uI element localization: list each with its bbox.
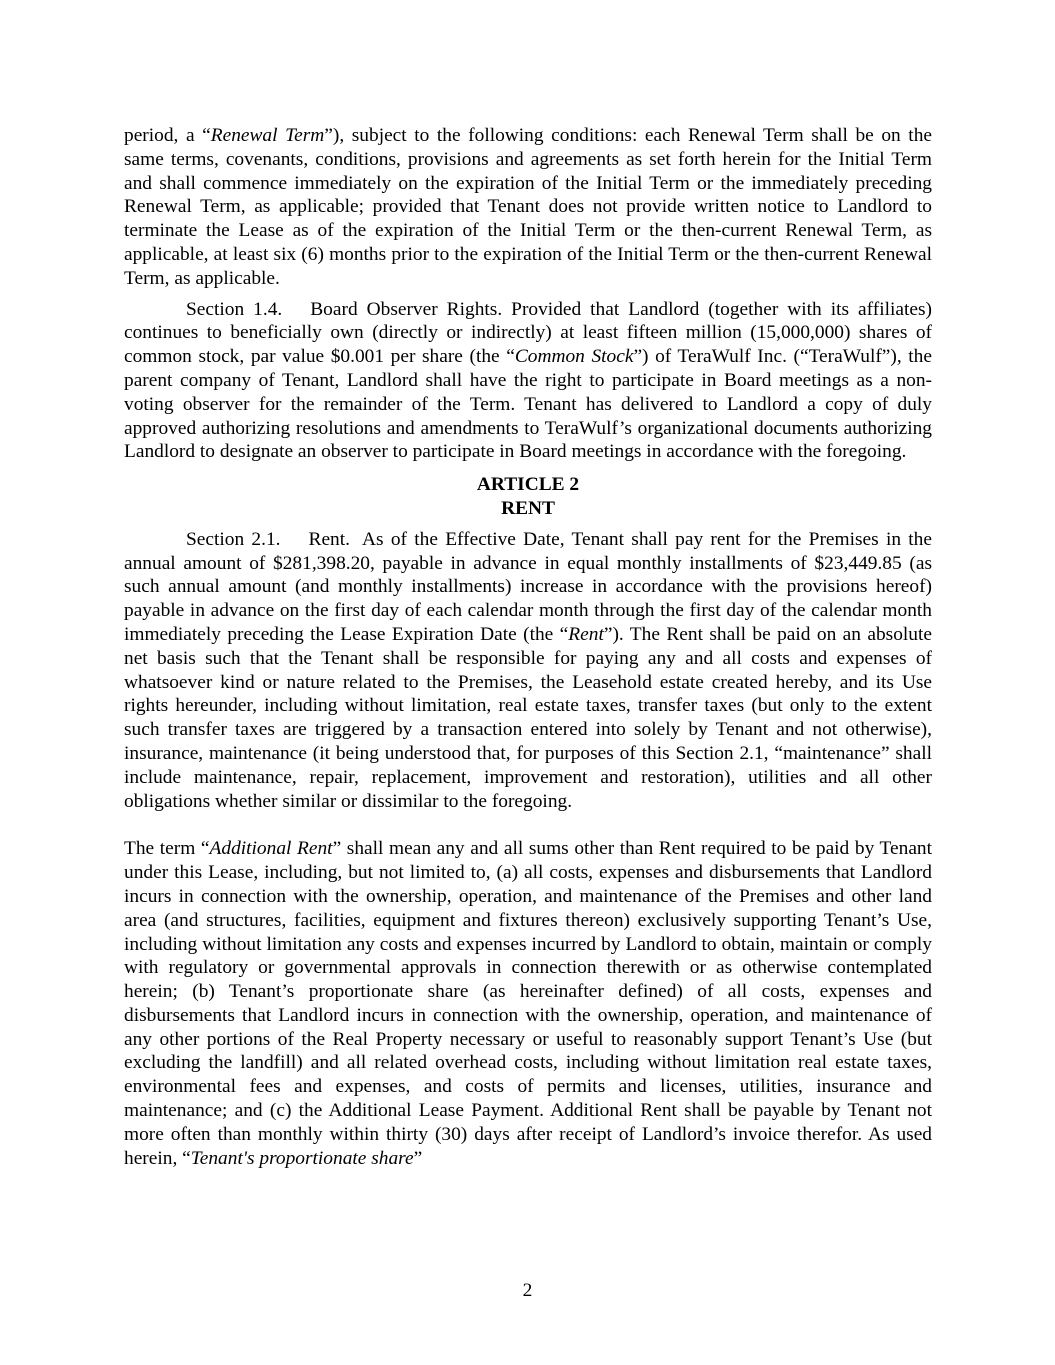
additional-rent-paragraph bbox=[124, 837, 932, 1170]
section-number: Section 1.4. bbox=[186, 298, 283, 320]
section-title: Board Observer Rights. bbox=[310, 298, 503, 320]
text-run: ”), subject to the following conditions: each Renewal Term shall be on the same terms, covenants, conditions, provisions and agreements as set forth herein for the Initial Term and shall commence immediately on the expiration of the Initial Term or the immediately preceding Renewal Term, as applicable; provided that Tenant does not provide written notice to Landlord to terminate the Lease as of the expiration of the Initial Term or the then-current Renewal Term, as applicable, at least six (6) months prior to the expiration of the Initial Term or the then-current Renewal Term, as applicable. bbox=[124, 125, 932, 289]
text-run: ”) of TeraWulf Inc. (“TeraWulf”), the parent company of Tenant, Landlord shall have the right to participate in Board meetings as a non-voting observer for the remainder of the Term. Tenant has delivered to Landlord a copy of duly approved authorizing resolutions and amendments to TeraWulf’s organizational documents authorizing Landlord to designate an observer to participate in Board meetings in accordance with the foregoing. bbox=[124, 346, 932, 463]
defined-term: Additional Rent bbox=[209, 838, 333, 860]
section-2-1-paragraph bbox=[124, 528, 932, 814]
section-title: Rent. bbox=[308, 528, 350, 550]
text-run: ” bbox=[413, 1147, 423, 1169]
defined-term: Rent bbox=[568, 623, 604, 645]
text-run: ”). The Rent shall be paid on an absolute net basis such that the Tenant shall be responsible for paying any and all costs and expenses of whatsoever kind or nature related to the Premises, the Leasehold estate created hereby, and its Use rights hereunder, including without limitation, real estate taxes, transfer taxes (but only to the extent such transfer taxes are triggered by a transaction entered into solely by Tenant and not otherwise), insurance, maintenance (it being understood that, for purposes of this Section 2.1, “maintenance” shall include maintenance, repair, replacement, improvement and restoration), utilities and all other obligations whether similar or dissimilar to the foregoing. bbox=[124, 623, 933, 812]
defined-term: Common Stock bbox=[514, 346, 634, 368]
article-heading bbox=[124, 473, 932, 521]
defined-term: Tenant's proportionate share bbox=[190, 1147, 414, 1169]
article-number: ARTICLE 2 bbox=[476, 474, 580, 496]
text-run: The term “ bbox=[124, 838, 210, 860]
text-run: ” shall mean any and all sums other than Rent required to be paid by Tenant under this Lease, including, but not limited to, (a) all costs, expenses and disbursements that Landlord incurs in connection with the ownership, operation, and maintenance of the Premises and other land area (and structures, facilities, equipment and fixtures thereon) exclusively supporting Tenant’s Use, including without limitation any costs and expenses incurred by Landlord to obtain, maintain or comply with regulatory or governmental approvals in connection therewith or as otherwise contemplated herein; (b) Tenant’s proportionate share (as hereinafter defined) of all costs, expenses and disbursements that Landlord incurs in connection with the ownership, operation, and maintenance of any other portions of the Real Property necessary or useful to reasonably support Tenant’s Use (but excluding the landfill) and all related overhead costs, including without limitation real estate taxes, environmental fees and expenses, and costs of permits and licenses, utilities, insurance and maintenance; and (c) the Additional Lease Payment. Additional Rent shall be payable by Tenant not more often than monthly within thirty (30) days after receipt of Landlord’s invoice therefor. As used herein, “ bbox=[124, 838, 933, 1169]
section-1-4-paragraph bbox=[124, 298, 932, 465]
text-run: Provided that Landlord (together with its affiliates) continues to beneficially own (directly or indirectly) at least fifteen million (15,000,000) shares of common stock, par value $0.001 per share (the “ bbox=[124, 298, 932, 368]
article-title: RENT bbox=[501, 497, 555, 519]
text-run: period, a “ bbox=[124, 125, 211, 146]
section-number: Section 2.1. bbox=[186, 528, 281, 550]
renewal-term-paragraph bbox=[124, 124, 932, 291]
text-run: As of the Effective Date, Tenant shall pay rent for the Premises in the annual amount of $281,398.20, payable in advance in equal monthly installments of $23,449.85 (as such annual amount (and monthly installments) increase in accordance with the provisions hereof) payable in advance on the first day of each calendar month through the first day of the calendar month immediately preceding the Lease Expiration Date (the “ bbox=[124, 528, 932, 645]
page-number: 2 bbox=[522, 1280, 533, 1301]
document-page bbox=[124, 124, 932, 1170]
defined-term: Renewal Term bbox=[210, 125, 325, 146]
